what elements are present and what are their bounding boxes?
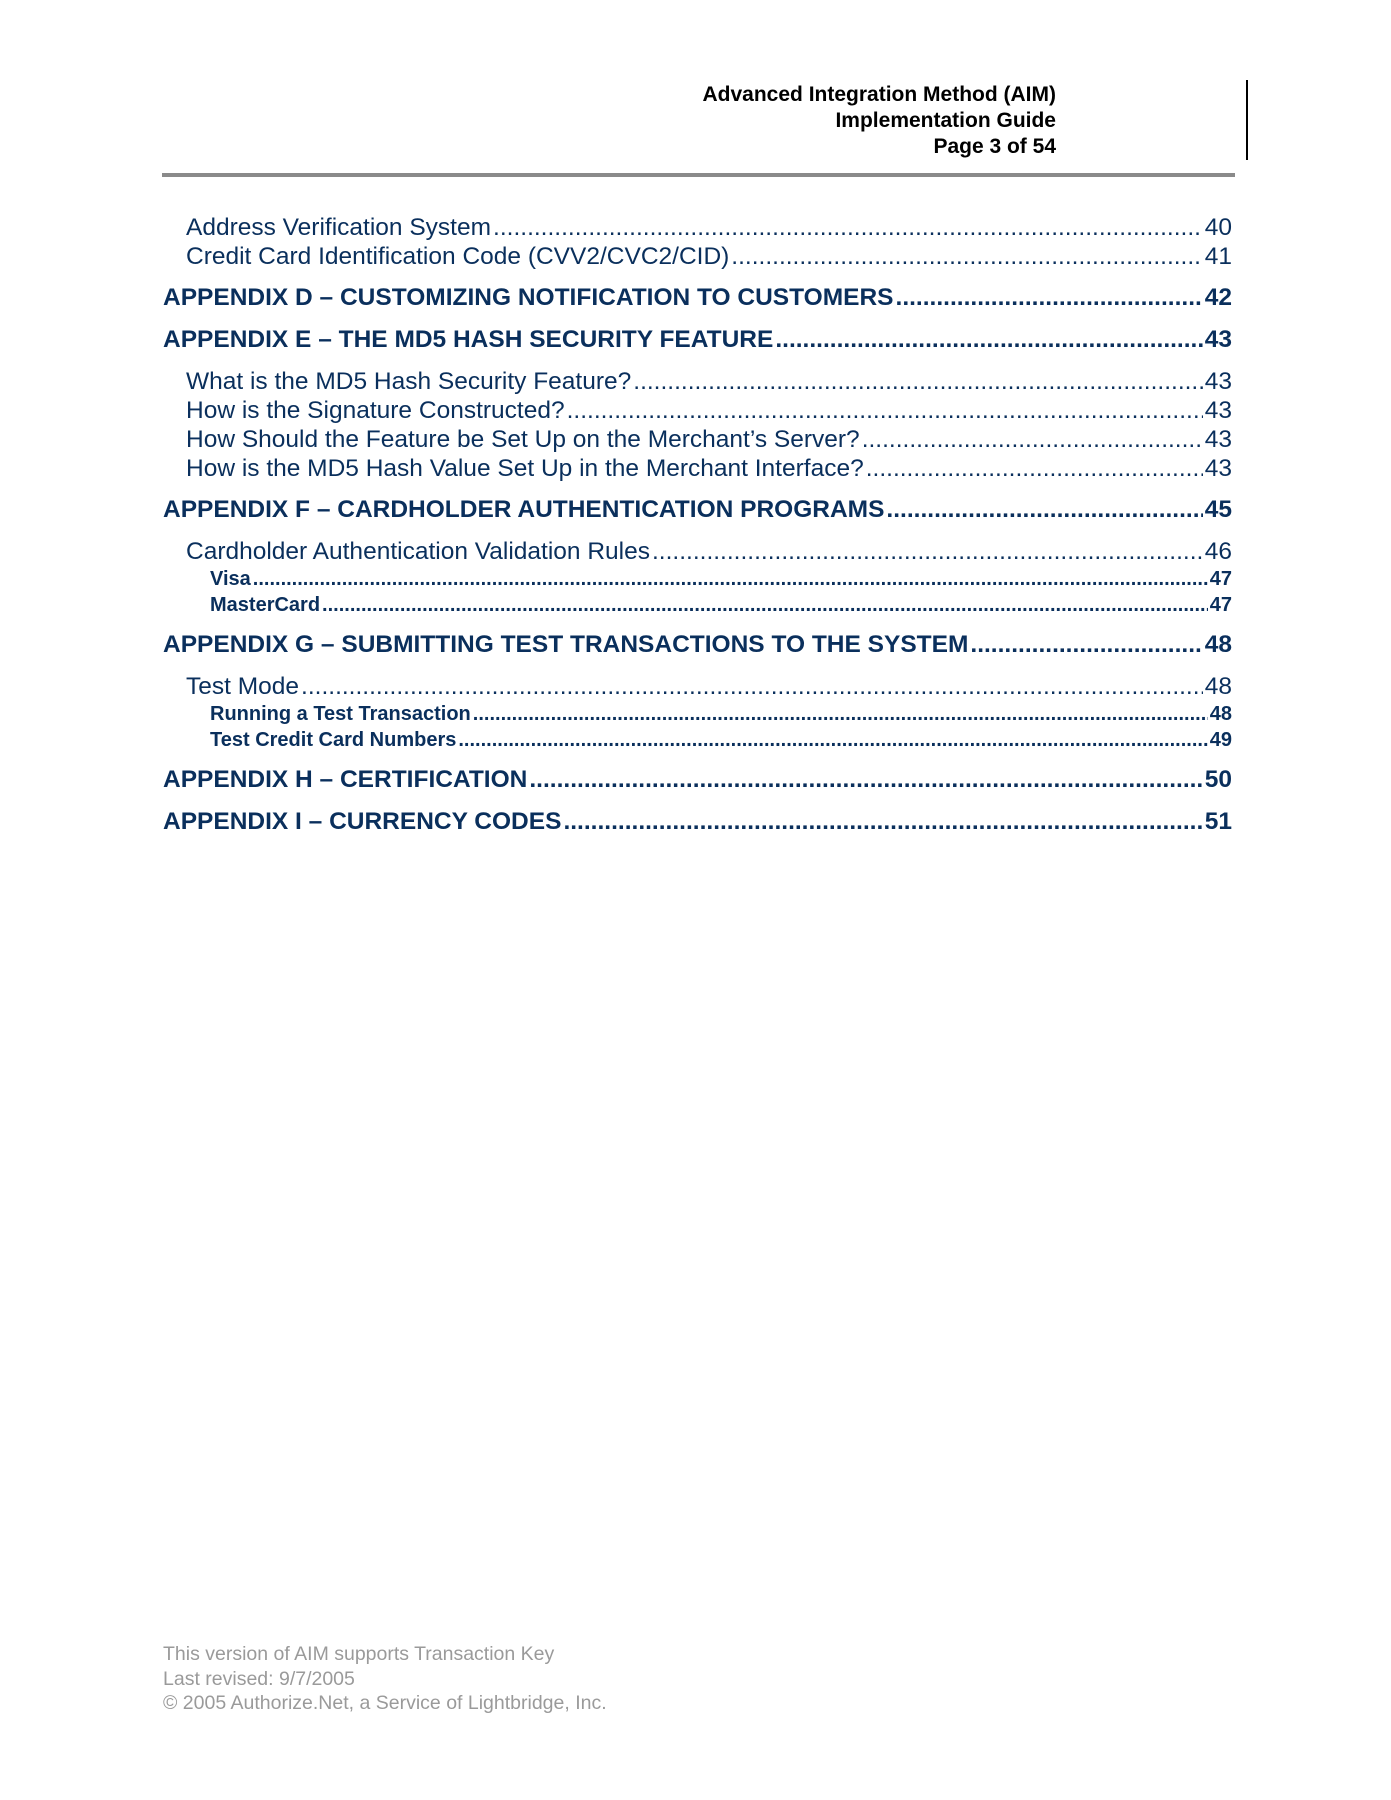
toc-entry-title: How is the MD5 Hash Value Set Up in the Merchant Interface? bbox=[186, 455, 864, 482]
toc-entry-title: Visa bbox=[210, 568, 251, 590]
toc-entry-title: Cardholder Authentication Validation Rules bbox=[186, 538, 650, 565]
toc-entry-title: APPENDIX H – CERTIFICATION bbox=[163, 766, 528, 793]
toc-entry[interactable] bbox=[163, 701, 1232, 727]
page-header bbox=[703, 82, 1057, 160]
toc-entry[interactable] bbox=[163, 630, 1232, 660]
toc-entry-page: 46 bbox=[1204, 538, 1232, 565]
toc-leader-dots bbox=[862, 425, 1203, 454]
header-vertical-bar bbox=[1246, 80, 1248, 160]
toc-leader-dots bbox=[886, 495, 1202, 525]
toc-entry[interactable] bbox=[163, 592, 1232, 618]
toc-leader-dots bbox=[322, 592, 1208, 618]
toc-entry-page: 40 bbox=[1204, 214, 1232, 241]
toc-entry-title: How is the Signature Constructed? bbox=[186, 397, 565, 424]
header-subtitle: Implementation Guide bbox=[835, 109, 1056, 132]
toc-entry-title: What is the MD5 Hash Security Feature? bbox=[186, 368, 632, 395]
toc-entry-title: Address Verification System bbox=[186, 214, 492, 241]
toc-entry-page: 48 bbox=[1204, 673, 1232, 700]
toc-entry[interactable] bbox=[163, 396, 1232, 425]
toc-entry-title: Credit Card Identification Code (CVV2/CVC2/CID) bbox=[186, 243, 730, 270]
toc-entry-page: 49 bbox=[1209, 729, 1232, 751]
toc-entry-title: MasterCard bbox=[210, 594, 321, 616]
toc-entry-page: 48 bbox=[1209, 703, 1232, 725]
toc-entry[interactable] bbox=[163, 537, 1232, 566]
toc-entry-page: 43 bbox=[1204, 326, 1232, 353]
toc-entry-title: Test Credit Card Numbers bbox=[210, 729, 457, 751]
toc-entry-title: APPENDIX F – CARDHOLDER AUTHENTICATION PROGRAMS bbox=[163, 496, 885, 523]
toc-entry-page: 51 bbox=[1204, 808, 1232, 835]
toc-leader-dots bbox=[253, 566, 1208, 592]
toc-entry-title: APPENDIX I – CURRENCY CODES bbox=[163, 808, 562, 835]
header-page-number: Page 3 of 54 bbox=[933, 135, 1056, 158]
toc-leader-dots bbox=[301, 672, 1203, 701]
toc-entry[interactable] bbox=[163, 213, 1232, 242]
toc-leader-dots bbox=[563, 807, 1202, 837]
footer-copyright: © 2005 Authorize.Net, a Service of Lightbridge, Inc. bbox=[163, 1692, 607, 1714]
toc-leader-dots bbox=[775, 325, 1202, 355]
toc-entry[interactable] bbox=[163, 367, 1232, 396]
toc-leader-dots bbox=[493, 213, 1203, 242]
toc-entry[interactable] bbox=[163, 765, 1232, 795]
toc-leader-dots bbox=[731, 242, 1202, 271]
toc-entry[interactable] bbox=[163, 495, 1232, 525]
toc-leader-dots bbox=[529, 765, 1202, 795]
footer-version-note: This version of AIM supports Transaction Key bbox=[163, 1643, 555, 1665]
toc-entry-title: APPENDIX G – SUBMITTING TEST TRANSACTIONS TO THE SYSTEM bbox=[163, 631, 969, 658]
toc-entry[interactable] bbox=[163, 425, 1232, 454]
toc-entry[interactable] bbox=[163, 454, 1232, 483]
toc-entry[interactable] bbox=[163, 807, 1232, 837]
toc-entry-page: 47 bbox=[1209, 568, 1232, 590]
toc-entry-page: 48 bbox=[1204, 631, 1232, 658]
toc-entry-title: Running a Test Transaction bbox=[210, 703, 471, 725]
toc-entry-page: 45 bbox=[1204, 496, 1232, 523]
footer-revision-date: Last revised: 9/7/2005 bbox=[163, 1667, 355, 1690]
toc-entry-page: 41 bbox=[1204, 243, 1232, 270]
toc-entry-page: 43 bbox=[1204, 397, 1232, 424]
toc-leader-dots bbox=[633, 367, 1202, 396]
toc-entry[interactable] bbox=[163, 325, 1232, 355]
toc-entry[interactable] bbox=[163, 283, 1232, 313]
toc-entry-page: 43 bbox=[1204, 455, 1232, 482]
toc-entry[interactable] bbox=[163, 727, 1232, 753]
toc-entry-title: Test Mode bbox=[186, 673, 300, 700]
toc-entry[interactable] bbox=[163, 672, 1232, 701]
toc-leader-dots bbox=[473, 701, 1208, 727]
page-footer bbox=[163, 1642, 607, 1716]
toc-leader-dots bbox=[970, 630, 1202, 660]
header-rule bbox=[162, 173, 1235, 177]
toc-leader-dots bbox=[866, 454, 1203, 483]
toc-entry-title: How Should the Feature be Set Up on the Merchant’s Server? bbox=[186, 426, 860, 453]
toc-entry-page: 42 bbox=[1204, 284, 1232, 311]
toc-entry[interactable] bbox=[163, 566, 1232, 592]
header-title: Advanced Integration Method (AIM) bbox=[702, 83, 1056, 106]
toc-entry-page: 50 bbox=[1204, 766, 1232, 793]
toc-leader-dots bbox=[567, 396, 1203, 425]
toc-leader-dots bbox=[458, 727, 1207, 753]
table-of-contents bbox=[163, 213, 1232, 837]
toc-entry-page: 43 bbox=[1204, 426, 1232, 453]
toc-leader-dots bbox=[652, 537, 1203, 566]
toc-entry[interactable] bbox=[163, 242, 1232, 271]
toc-entry-title: APPENDIX E – THE MD5 HASH SECURITY FEATURE bbox=[163, 326, 774, 353]
toc-entry-title: APPENDIX D – CUSTOMIZING NOTIFICATION TO CUSTOMERS bbox=[163, 284, 894, 311]
toc-leader-dots bbox=[896, 283, 1203, 313]
toc-entry-page: 43 bbox=[1204, 368, 1232, 395]
toc-entry-page: 47 bbox=[1209, 594, 1232, 616]
